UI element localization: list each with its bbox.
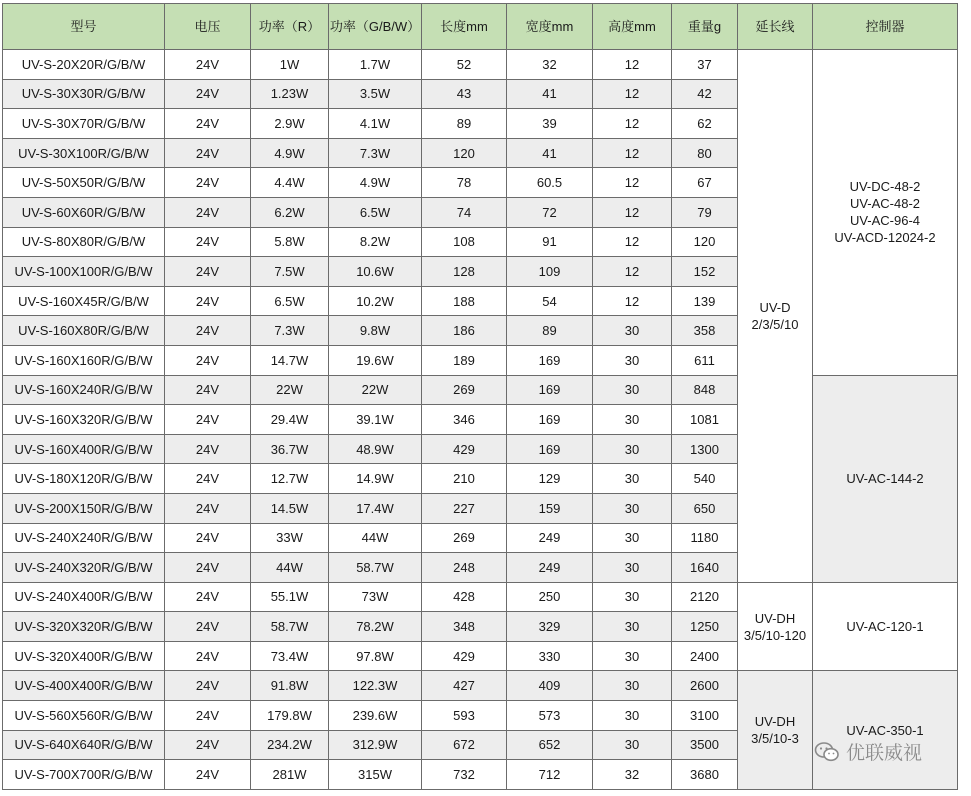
cell-power-gbw: 1.7W	[329, 50, 422, 80]
cell-power-r: 58.7W	[251, 612, 329, 642]
cell-voltage: 24V	[165, 197, 251, 227]
cell-model: UV-S-240X240R/G/B/W	[3, 523, 165, 553]
cell-height: 30	[593, 316, 672, 346]
cell-width: 41	[507, 79, 593, 109]
cell-length: 227	[422, 493, 507, 523]
cell-voltage: 24V	[165, 730, 251, 760]
cell-power-gbw: 3.5W	[329, 79, 422, 109]
cell-height: 12	[593, 168, 672, 198]
cell-weight: 42	[672, 79, 738, 109]
cell-weight: 358	[672, 316, 738, 346]
cell-power-gbw: 122.3W	[329, 671, 422, 701]
cell-width: 129	[507, 464, 593, 494]
cell-power-r: 234.2W	[251, 730, 329, 760]
cell-voltage: 24V	[165, 641, 251, 671]
cell-power-r: 7.3W	[251, 316, 329, 346]
cell-extension-cable	[738, 671, 813, 789]
cell-controller-line: UV-AC-96-4	[849, 213, 921, 229]
cell-width: 159	[507, 493, 593, 523]
cell-width: 573	[507, 701, 593, 731]
cell-power-gbw: 39.1W	[329, 405, 422, 435]
cell-height: 12	[593, 227, 672, 257]
cell-voltage: 24V	[165, 227, 251, 257]
cell-voltage: 24V	[165, 671, 251, 701]
cell-voltage: 24V	[165, 50, 251, 80]
cell-model: UV-S-240X320R/G/B/W	[3, 553, 165, 583]
cell-voltage: 24V	[165, 493, 251, 523]
cell-model: UV-S-240X400R/G/B/W	[3, 582, 165, 612]
cell-power-r: 7.5W	[251, 257, 329, 287]
cell-power-r: 22W	[251, 375, 329, 405]
cell-model: UV-S-50X50R/G/B/W	[3, 168, 165, 198]
cell-width: 39	[507, 109, 593, 139]
cell-power-r: 14.5W	[251, 493, 329, 523]
cell-voltage: 24V	[165, 168, 251, 198]
cell-voltage: 24V	[165, 138, 251, 168]
cell-voltage: 24V	[165, 375, 251, 405]
cell-power-r: 281W	[251, 760, 329, 790]
cell-model: UV-S-160X240R/G/B/W	[3, 375, 165, 405]
cell-weight: 540	[672, 464, 738, 494]
cell-model: UV-S-320X320R/G/B/W	[3, 612, 165, 642]
cell-controller	[813, 671, 958, 789]
cell-voltage: 24V	[165, 464, 251, 494]
cell-width: 54	[507, 286, 593, 316]
cell-length: 269	[422, 523, 507, 553]
cell-height: 30	[593, 493, 672, 523]
cell-power-gbw: 19.6W	[329, 345, 422, 375]
watermark-text: 优联威视	[846, 742, 923, 764]
cell-model: UV-S-180X120R/G/B/W	[3, 464, 165, 494]
cell-weight: 79	[672, 197, 738, 227]
cell-model: UV-S-80X80R/G/B/W	[3, 227, 165, 257]
cell-voltage: 24V	[165, 316, 251, 346]
cell-width: 91	[507, 227, 593, 257]
cell-power-gbw: 48.9W	[329, 434, 422, 464]
table-row	[3, 375, 958, 405]
cell-height: 30	[593, 730, 672, 760]
cell-length: 672	[422, 730, 507, 760]
cell-model: UV-S-20X20R/G/B/W	[3, 50, 165, 80]
cell-weight: 1300	[672, 434, 738, 464]
cell-length: 732	[422, 760, 507, 790]
cell-power-r: 1W	[251, 50, 329, 80]
cell-weight: 2120	[672, 582, 738, 612]
cell-weight: 62	[672, 109, 738, 139]
cell-power-r: 4.9W	[251, 138, 329, 168]
cell-height: 30	[593, 582, 672, 612]
cell-power-gbw: 58.7W	[329, 553, 422, 583]
cell-weight: 1180	[672, 523, 738, 553]
cell-power-gbw: 239.6W	[329, 701, 422, 731]
cell-width: 712	[507, 760, 593, 790]
cell-model: UV-S-60X60R/G/B/W	[3, 197, 165, 227]
cell-height: 30	[593, 553, 672, 583]
cell-height: 12	[593, 286, 672, 316]
cell-height: 30	[593, 671, 672, 701]
cell-length: 188	[422, 286, 507, 316]
cell-height: 12	[593, 257, 672, 287]
header-voltage: 电压	[165, 4, 251, 50]
header-power-r: 功率（R）	[251, 4, 329, 50]
cell-weight: 3680	[672, 760, 738, 790]
cell-height: 30	[593, 641, 672, 671]
cell-width: 41	[507, 138, 593, 168]
cell-height: 12	[593, 109, 672, 139]
cell-power-gbw: 9.8W	[329, 316, 422, 346]
cell-width: 60.5	[507, 168, 593, 198]
cell-power-r: 5.8W	[251, 227, 329, 257]
cell-power-r: 2.9W	[251, 109, 329, 139]
cell-power-gbw: 7.3W	[329, 138, 422, 168]
cell-model: UV-S-160X160R/G/B/W	[3, 345, 165, 375]
cell-power-r: 73.4W	[251, 641, 329, 671]
cell-weight: 1640	[672, 553, 738, 583]
cell-weight: 1250	[672, 612, 738, 642]
cell-height: 30	[593, 464, 672, 494]
cell-power-gbw: 73W	[329, 582, 422, 612]
cell-weight: 3500	[672, 730, 738, 760]
cell-length: 427	[422, 671, 507, 701]
cell-height: 30	[593, 375, 672, 405]
cell-height: 12	[593, 79, 672, 109]
cell-width: 72	[507, 197, 593, 227]
table-row	[3, 50, 958, 80]
cell-width: 169	[507, 405, 593, 435]
cell-length: 428	[422, 582, 507, 612]
cell-model: UV-S-320X400R/G/B/W	[3, 641, 165, 671]
cell-voltage: 24V	[165, 553, 251, 583]
cell-weight: 650	[672, 493, 738, 523]
cell-model: UV-S-160X80R/G/B/W	[3, 316, 165, 346]
cell-extension-cable-line: 2/3/5/10	[751, 316, 799, 332]
cell-weight: 2600	[672, 671, 738, 701]
header-model: 型号	[3, 4, 165, 50]
cell-height: 30	[593, 612, 672, 642]
cell-height: 30	[593, 434, 672, 464]
cell-power-r: 91.8W	[251, 671, 329, 701]
cell-power-r: 179.8W	[251, 701, 329, 731]
cell-power-gbw: 97.8W	[329, 641, 422, 671]
cell-weight: 139	[672, 286, 738, 316]
cell-controller	[813, 50, 958, 376]
cell-length: 248	[422, 553, 507, 583]
cell-width: 169	[507, 434, 593, 464]
cell-power-gbw: 10.2W	[329, 286, 422, 316]
cell-height: 12	[593, 138, 672, 168]
cell-height: 30	[593, 523, 672, 553]
cell-power-r: 4.4W	[251, 168, 329, 198]
cell-controller-line: UV-AC-350-1	[846, 722, 924, 738]
cell-model: UV-S-160X400R/G/B/W	[3, 434, 165, 464]
cell-power-gbw: 8.2W	[329, 227, 422, 257]
cell-length: 189	[422, 345, 507, 375]
cell-controller	[813, 582, 958, 671]
cell-voltage: 24V	[165, 286, 251, 316]
cell-controller-line: UV-AC-48-2	[849, 196, 921, 212]
cell-length: 89	[422, 109, 507, 139]
cell-height: 12	[593, 197, 672, 227]
table-row	[3, 671, 958, 701]
cell-height: 30	[593, 701, 672, 731]
cell-width: 250	[507, 582, 593, 612]
cell-model: UV-S-700X700R/G/B/W	[3, 760, 165, 790]
cell-power-r: 55.1W	[251, 582, 329, 612]
cell-weight: 80	[672, 138, 738, 168]
cell-controller-line: UV-AC-120-1	[846, 619, 924, 635]
cell-height: 30	[593, 345, 672, 375]
cell-width: 169	[507, 345, 593, 375]
cell-voltage: 24V	[165, 582, 251, 612]
cell-power-r: 14.7W	[251, 345, 329, 375]
cell-power-gbw: 4.1W	[329, 109, 422, 139]
cell-controller-line: UV-DC-48-2	[849, 179, 921, 195]
cell-length: 210	[422, 464, 507, 494]
cell-weight: 120	[672, 227, 738, 257]
cell-voltage: 24V	[165, 523, 251, 553]
cell-width: 409	[507, 671, 593, 701]
cell-controller-line: UV-AC-144-2	[846, 471, 924, 487]
cell-length: 78	[422, 168, 507, 198]
cell-voltage: 24V	[165, 345, 251, 375]
cell-extension-cable-line: 3/5/10-3	[751, 731, 799, 747]
cell-length: 346	[422, 405, 507, 435]
cell-voltage: 24V	[165, 612, 251, 642]
cell-power-r: 6.2W	[251, 197, 329, 227]
cell-weight: 1081	[672, 405, 738, 435]
cell-extension-cable-line: UV-D	[759, 299, 791, 315]
cell-width: 249	[507, 553, 593, 583]
cell-length: 120	[422, 138, 507, 168]
cell-voltage: 24V	[165, 109, 251, 139]
cell-power-gbw: 22W	[329, 375, 422, 405]
cell-weight: 848	[672, 375, 738, 405]
header-length: 长度mm	[422, 4, 507, 50]
cell-power-gbw: 4.9W	[329, 168, 422, 198]
cell-power-r: 33W	[251, 523, 329, 553]
cell-weight: 152	[672, 257, 738, 287]
header-weight: 重量g	[672, 4, 738, 50]
cell-weight: 3100	[672, 701, 738, 731]
header-height: 高度mm	[593, 4, 672, 50]
cell-height: 30	[593, 405, 672, 435]
cell-power-r: 44W	[251, 553, 329, 583]
cell-length: 186	[422, 316, 507, 346]
cell-power-gbw: 6.5W	[329, 197, 422, 227]
cell-voltage: 24V	[165, 405, 251, 435]
header-power-gbw: 功率（G/B/W）	[329, 4, 422, 50]
cell-power-gbw: 78.2W	[329, 612, 422, 642]
cell-voltage: 24V	[165, 257, 251, 287]
cell-extension-cable-line: UV-DH	[754, 610, 796, 626]
cell-model: UV-S-160X45R/G/B/W	[3, 286, 165, 316]
cell-power-gbw: 312.9W	[329, 730, 422, 760]
cell-power-gbw: 10.6W	[329, 257, 422, 287]
cell-model: UV-S-400X400R/G/B/W	[3, 671, 165, 701]
cell-power-r: 36.7W	[251, 434, 329, 464]
cell-extension-cable	[738, 582, 813, 671]
cell-width: 169	[507, 375, 593, 405]
cell-power-r: 1.23W	[251, 79, 329, 109]
cell-weight: 611	[672, 345, 738, 375]
cell-length: 43	[422, 79, 507, 109]
cell-power-gbw: 17.4W	[329, 493, 422, 523]
header-extension-cable: 延长线	[738, 4, 813, 50]
header-controller: 控制器	[813, 4, 958, 50]
cell-model: UV-S-30X100R/G/B/W	[3, 138, 165, 168]
cell-length: 429	[422, 434, 507, 464]
cell-width: 109	[507, 257, 593, 287]
cell-width: 329	[507, 612, 593, 642]
cell-width: 652	[507, 730, 593, 760]
cell-weight: 37	[672, 50, 738, 80]
cell-length: 593	[422, 701, 507, 731]
cell-length: 269	[422, 375, 507, 405]
cell-model: UV-S-30X30R/G/B/W	[3, 79, 165, 109]
cell-power-r: 12.7W	[251, 464, 329, 494]
cell-controller	[813, 375, 958, 582]
cell-power-r: 6.5W	[251, 286, 329, 316]
cell-extension-cable	[738, 50, 813, 583]
cell-width: 330	[507, 641, 593, 671]
cell-controller-line: UV-ACD-12024-2	[834, 230, 936, 246]
cell-model: UV-S-160X320R/G/B/W	[3, 405, 165, 435]
cell-power-gbw: 14.9W	[329, 464, 422, 494]
cell-voltage: 24V	[165, 434, 251, 464]
cell-voltage: 24V	[165, 701, 251, 731]
cell-model: UV-S-200X150R/G/B/W	[3, 493, 165, 523]
cell-length: 74	[422, 197, 507, 227]
cell-length: 52	[422, 50, 507, 80]
cell-power-r: 29.4W	[251, 405, 329, 435]
cell-extension-cable-line: UV-DH	[754, 714, 796, 730]
cell-length: 348	[422, 612, 507, 642]
cell-model: UV-S-100X100R/G/B/W	[3, 257, 165, 287]
cell-model: UV-S-560X560R/G/B/W	[3, 701, 165, 731]
cell-width: 249	[507, 523, 593, 553]
cell-weight: 2400	[672, 641, 738, 671]
spec-table	[2, 3, 958, 790]
header-row	[3, 4, 958, 50]
cell-extension-cable-line: 3/5/10-120	[743, 627, 807, 643]
header-width: 宽度mm	[507, 4, 593, 50]
cell-height: 32	[593, 760, 672, 790]
cell-power-gbw: 44W	[329, 523, 422, 553]
cell-power-gbw: 315W	[329, 760, 422, 790]
cell-height: 12	[593, 50, 672, 80]
cell-width: 32	[507, 50, 593, 80]
cell-length: 128	[422, 257, 507, 287]
cell-length: 108	[422, 227, 507, 257]
cell-model: UV-S-640X640R/G/B/W	[3, 730, 165, 760]
table-row	[3, 582, 958, 612]
cell-length: 429	[422, 641, 507, 671]
cell-voltage: 24V	[165, 760, 251, 790]
cell-width: 89	[507, 316, 593, 346]
cell-model: UV-S-30X70R/G/B/W	[3, 109, 165, 139]
cell-voltage: 24V	[165, 79, 251, 109]
cell-weight: 67	[672, 168, 738, 198]
